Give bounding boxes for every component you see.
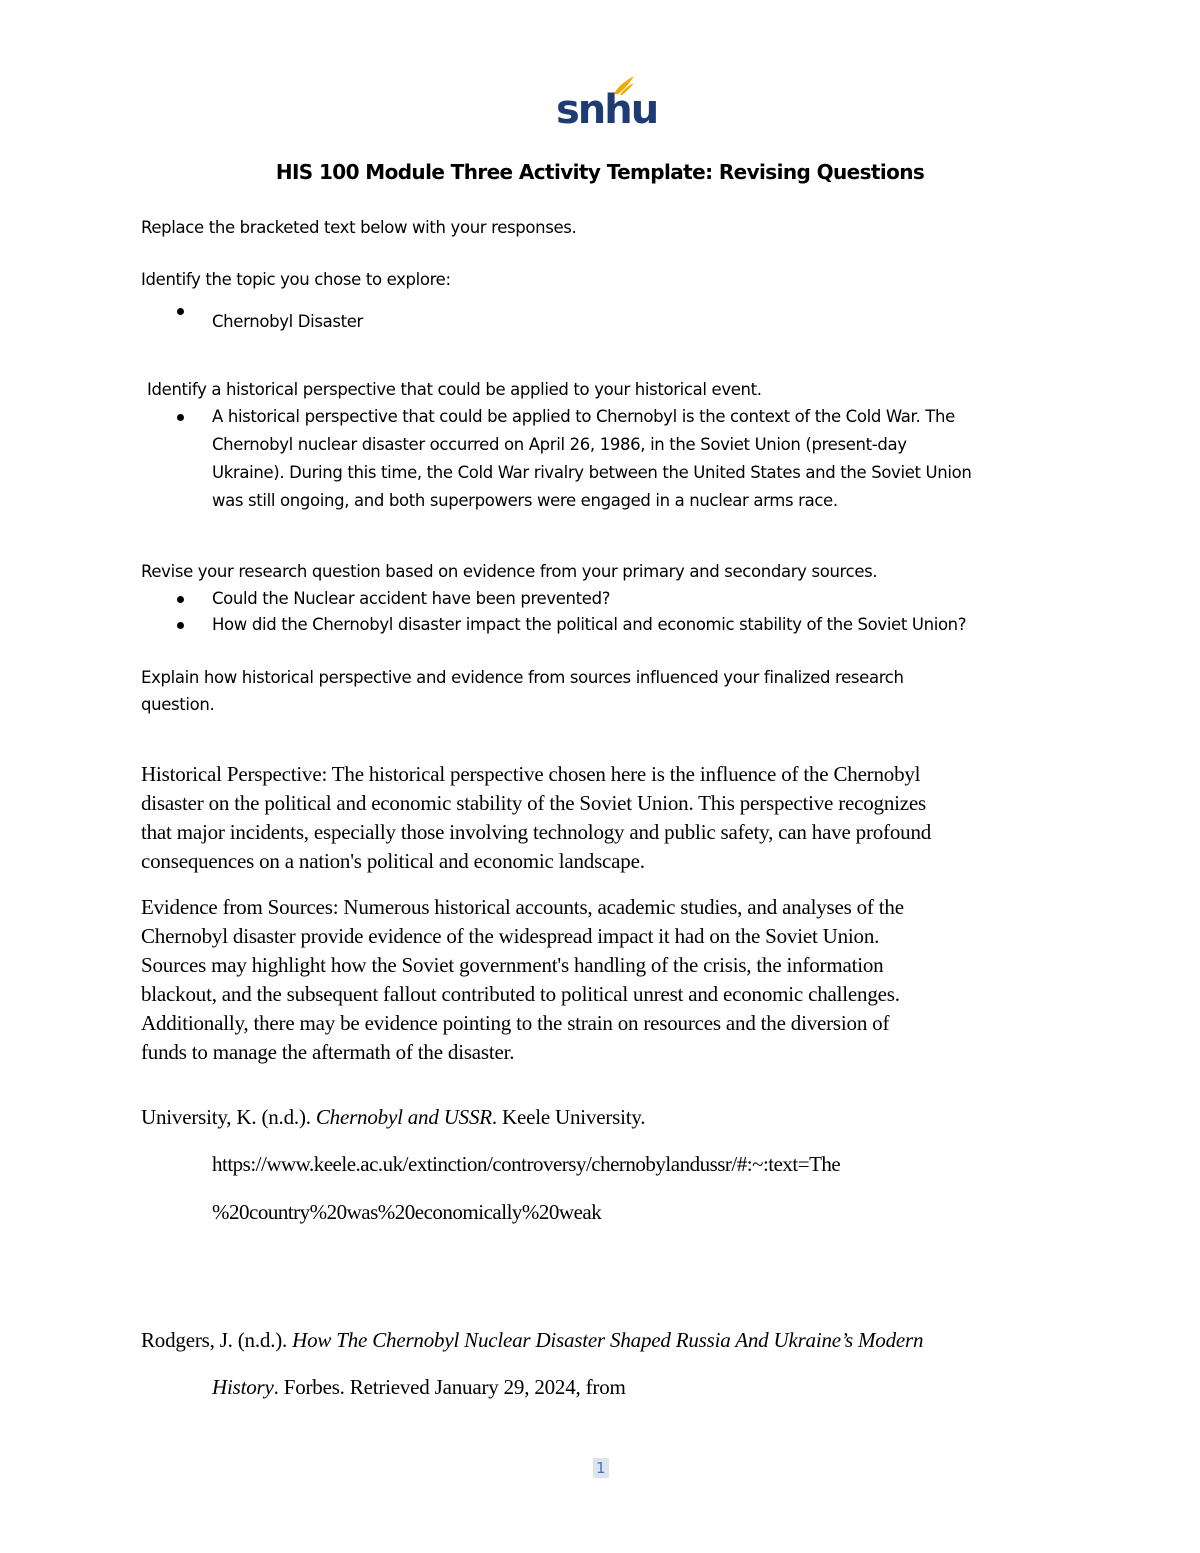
revise-question-2: How did the Chernobyl disaster impact the political and economic stability of the Soviet Union? <box>212 615 967 634</box>
instructions-text: Replace the bracketed text below with your responses. <box>141 218 577 237</box>
reference-1-url-line-2[interactable]: %20country%20was%20economically%20weak <box>212 1200 602 1224</box>
bullet-dot <box>177 414 184 421</box>
explain-prompt-line-2: question. <box>141 695 215 714</box>
reference-1 <box>141 1105 645 1130</box>
reference-2 <box>141 1328 923 1353</box>
logo-text: snhu <box>556 87 658 133</box>
snhu-logo <box>556 74 658 134</box>
paragraph-line: Historical Perspective: The historical perspective chosen here is the influence of the Chernobyl <box>141 762 921 786</box>
reference-title: How The Chernobyl Nuclear Disaster Shaped Russia And Ukraine’s Modern <box>292 1328 924 1352</box>
paragraph-line: that major incidents, especially those involving technology and public safety, can have profound <box>141 820 932 844</box>
revise-prompt: Revise your research question based on evidence from your primary and secondary sources. <box>141 562 878 581</box>
bullet-dot <box>177 596 184 603</box>
perspective-line-4: was still ongoing, and both superpowers were engaged in a nuclear arms race. <box>212 491 838 510</box>
perspective-line-1: A historical perspective that could be applied to Chernobyl is the context of the Cold War. The <box>212 407 955 426</box>
topic-list <box>141 308 363 336</box>
revise-question-1: Could the Nuclear accident have been prevented? <box>212 589 611 608</box>
paragraph-line: Additionally, there may be evidence pointing to the strain on resources and the diversion of <box>141 1011 890 1035</box>
reference-1-url-line-1[interactable]: https://www.keele.ac.uk/extinction/controversy/chernobylandussr/#:~:text=The <box>212 1152 841 1176</box>
reference-publisher: . Forbes. Retrieved January 29, 2024, from <box>273 1375 626 1399</box>
paragraph-line: Evidence from Sources: Numerous historical accounts, academic studies, and analyses of the <box>141 895 904 919</box>
paragraph-line: funds to manage the aftermath of the disaster. <box>141 1040 515 1064</box>
paragraph-line: disaster on the political and economic stability of the Soviet Union. This perspective recognizes <box>141 791 927 815</box>
paragraph-line: blackout, and the subsequent fallout contributed to political unrest and economic challenges. <box>141 982 900 1006</box>
reference-author: University, K. (n.d.). <box>141 1105 316 1129</box>
paragraph-line: Sources may highlight how the Soviet government's handling of the crisis, the information <box>141 953 884 977</box>
reference-2-line-2 <box>212 1375 626 1400</box>
paragraph-line: Chernobyl disaster provide evidence of the widespread impact it had on the Soviet Union. <box>141 924 880 948</box>
explain-prompt-line-1: Explain how historical perspective and evidence from sources influenced your finalized research <box>141 668 904 687</box>
bullet-dot <box>177 622 184 629</box>
page-number: 1 <box>593 1458 609 1478</box>
perspective-line-3: Ukraine). During this time, the Cold War rivalry between the United States and the Soviet Union <box>212 463 972 482</box>
reference-publisher: . Keele University. <box>491 1105 646 1129</box>
topic-prompt: Identify the topic you chose to explore: <box>141 270 451 289</box>
list-item: Chernobyl Disaster <box>141 308 363 336</box>
perspective-line-2: Chernobyl nuclear disaster occurred on April 26, 1986, in the Soviet Union (present-day <box>212 435 907 454</box>
document-title: HIS 100 Module Three Activity Template: Revising Questions <box>275 160 925 184</box>
reference-title-cont: History <box>212 1375 274 1399</box>
reference-title: Chernobyl and USSR <box>315 1105 492 1129</box>
perspective-prompt: Identify a historical perspective that could be applied to your historical event. <box>147 380 762 399</box>
paragraph-line: consequences on a nation's political and economic landscape. <box>141 849 645 873</box>
reference-author: Rodgers, J. (n.d.). <box>141 1328 293 1352</box>
